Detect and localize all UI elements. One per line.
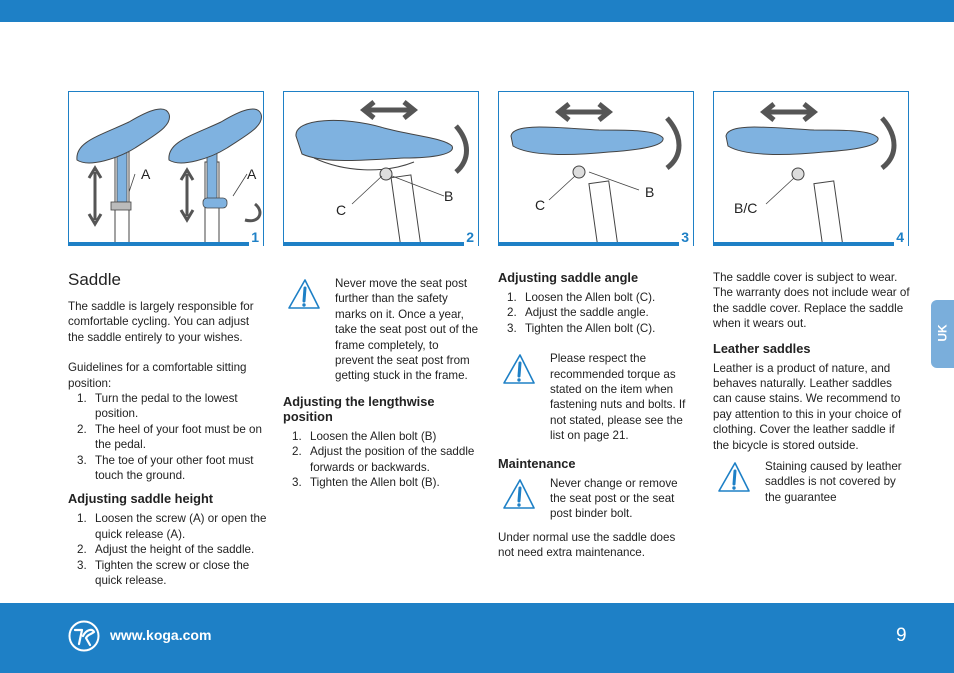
leather-warning-box [713,459,913,505]
figure-4 [713,91,909,246]
page-number: 9 [896,625,907,646]
figure-2 [283,91,479,246]
list-item: 3. Tighten the Allen bolt (C). [507,321,656,335]
figure-number: 3 [681,229,689,245]
list-item: 3. Tighten the screw or close the quick release. [77,558,250,588]
list-item: 1. Loosen the Allen bolt (B) [292,429,437,443]
label-bc: B/C [734,200,758,216]
cover-text: The saddle cover is subject to wear. The warranty does not include wear of the saddle cover. Replace the saddle when it wears out. [713,271,910,331]
column-2 [283,276,479,490]
saddle-cover-illustration [714,92,909,246]
figure-number: 2 [466,229,474,245]
list-item: 3. The toe of your other foot must touch the ground. [77,453,254,483]
warning-text: Never move the seat post further than the safety marks on it. Once a year, take the seat post out of the frame completely, to prevent the seat post from getting stuck in the frame. [335,277,479,383]
figure-bar [499,242,679,246]
list-item: 2. Adjust the saddle angle. [507,306,649,320]
warning-text: Never change or remove the seat post or the seat post binder bolt. [550,476,678,521]
intro-text: The saddle is largely responsible for comfortable cycling. You can adjust the saddle entirely to your wishes. [68,300,254,344]
figure-bar [69,242,249,246]
label-a-2: A [247,166,257,182]
warning-triangle-icon [283,276,323,312]
leather-heading: Leather saddles [713,340,811,356]
section-title: Saddle [68,270,121,289]
guidelines-list [68,391,268,483]
label-c: C [535,197,546,213]
maintenance-warning-box [498,476,694,522]
warning-text: Please respect the recommended torque as stated on the item when fastening nuts and bolts. If not stated, please see the list on page 21. [550,352,686,443]
angle-steps [498,290,694,336]
figure-number: 1 [251,229,259,245]
figure-3 [498,91,694,246]
angle-heading: Adjusting saddle angle [498,270,639,285]
footer-url: www.koga.com [110,627,212,643]
figure-bar [714,242,894,246]
figure-number: 4 [896,229,904,245]
list-item: 2. Adjust the height of the saddle. [77,543,255,557]
warning-text: Staining caused by leather saddles is not covered by the guarantee [765,460,902,504]
warning-box [283,276,479,384]
list-item: 1. Turn the pedal to the lowest position. [77,392,238,421]
list-item: 2. The heel of your foot must be on the pedal. [77,422,262,452]
top-bar [0,0,954,22]
height-heading: Adjusting saddle height [68,491,214,507]
maintenance-heading: Maintenance [498,455,576,471]
label-c: C [336,202,347,218]
label-a-1: A [141,166,151,182]
label-b: B [444,188,454,204]
height-steps [68,511,268,588]
figure-bar [284,242,464,246]
language-tab [931,300,954,368]
label-b: B [645,184,655,200]
list-item: 1. Loosen the Allen bolt (C). [507,291,656,304]
guidelines-intro: Guidelines for a comfortable sitting position: [68,361,247,390]
warning-triangle-icon [713,459,753,495]
leather-text: Leather is a product of nature, and behaves naturally. Leather saddles can cause stains. We recommend to pay attention to this in your choice of clothing. Cover the leather saddle if the bicycle is stored outside. [713,361,902,452]
figure-1 [68,91,264,246]
lengthwise-heading: Adjusting the lengthwise position [283,393,435,424]
column-3 [498,262,694,561]
maintenance-text: Under normal use the saddle does not need extra maintenance. [498,530,676,560]
language-tab-label: UK [935,324,950,342]
warning-triangle-icon [498,351,538,387]
list-item: 3. Tighten the Allen bolt (B). [292,476,440,490]
koga-logo-icon [68,620,100,652]
saddle-angle-illustration [499,92,694,246]
list-item: 2. Adjust the position of the saddle forwards or backwards. [292,445,475,474]
seatpost-height-illustration [69,92,264,246]
lengthwise-steps [283,429,479,491]
column-4 [713,270,913,505]
list-item: 1. Loosen the screw (A) or open the quick release (A). [77,512,267,541]
warning-triangle-icon [498,476,538,512]
saddle-lengthwise-illustration [284,92,479,246]
column-1 [68,270,268,589]
torque-warning-box [498,351,694,443]
